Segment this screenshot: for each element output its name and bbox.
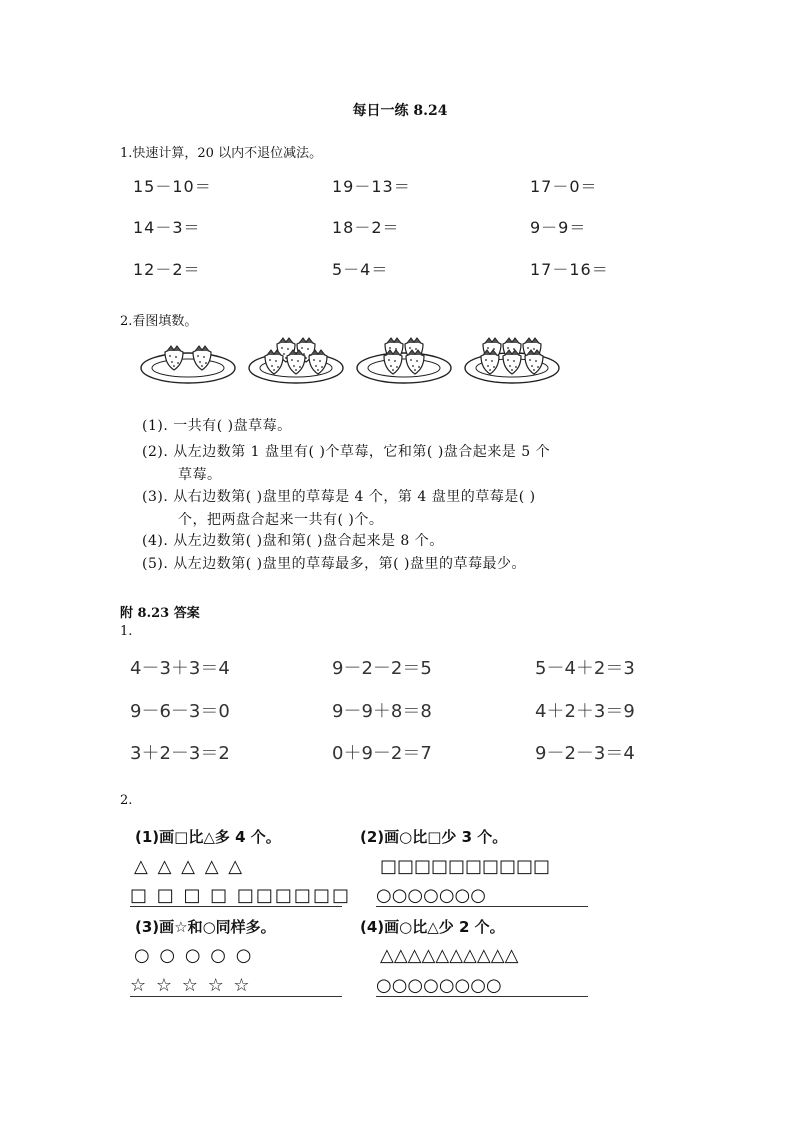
question-4: (4). 从左边数第( )盘和第( )盘合起来是 8 个。 — [142, 533, 444, 549]
answer-item: 9－2－2＝5 — [332, 658, 432, 679]
page-title: 每日一练 8.24 — [352, 103, 448, 119]
question-3: (3). 从右边数第( )盘里的草莓是 4 个，第 4 盘里的草莓是( ) — [142, 489, 536, 505]
plate — [141, 346, 235, 383]
answer-item: 4＋2＋3＝9 — [535, 701, 635, 722]
plate — [249, 338, 343, 383]
answer-item: 0＋9－2＝7 — [332, 743, 432, 764]
box1-squares: □ □ □ □ □□□□□□ — [130, 885, 351, 906]
answers-heading: 附 8.23 答案 — [120, 606, 200, 621]
answers-part1-label: 1. — [120, 624, 133, 639]
plate-rim — [141, 353, 235, 383]
answer-item: 9－9＋8＝8 — [332, 701, 432, 722]
strawberry-plates-illustration — [140, 328, 580, 390]
question-2: (2). 从左边数第 1 盘里有( )个草莓，它和第( )盘合起来是 5 个 — [142, 444, 551, 460]
answer-item: 4－3＋3＝4 — [130, 658, 230, 679]
calc-item: 15－10＝ — [133, 177, 212, 196]
plate-rim — [357, 353, 451, 383]
answer-item: 3＋2－3＝2 — [130, 743, 230, 764]
answer-item: 9－6－3＝0 — [130, 701, 230, 722]
calc-item: 18－2＝ — [332, 218, 400, 237]
calc-item: 19－13＝ — [332, 177, 411, 196]
box2-title: (2)画○比□少 3 个。 — [360, 828, 508, 846]
answers-part2-label: 2. — [120, 793, 133, 808]
plate — [465, 338, 559, 383]
calc-item: 17－0＝ — [530, 177, 598, 196]
plate — [357, 338, 451, 383]
box3-circles: ○ ○ ○ ○ ○ — [134, 945, 254, 966]
calc-item: 5－4＝ — [332, 260, 389, 279]
calc-item: 17－16＝ — [530, 260, 609, 279]
box1-triangles: △ △ △ △ △ — [134, 856, 245, 877]
question-5: (5). 从左边数第( )盘里的草莓最多，第( )盘里的草莓最少。 — [142, 556, 526, 572]
section2-heading: 2.看图填数。 — [120, 314, 198, 329]
calc-item: 9－9＝ — [530, 218, 587, 237]
question-2-cont: 草莓。 — [178, 467, 222, 483]
question-1: (1). 一共有( )盘草莓。 — [142, 418, 292, 434]
box4-title: (4)画○比△少 2 个。 — [360, 918, 505, 936]
answer-item: 5－4＋2＝3 — [535, 658, 635, 679]
box2-circles: ○○○○○○○ — [376, 885, 588, 907]
box1-title: (1)画□比△多 4 个。 — [135, 828, 281, 846]
box4-circles: ○○○○○○○○ — [376, 975, 588, 997]
answer-item: 9－2－3＝4 — [535, 743, 635, 764]
section1-heading: 1.快速计算，20 以内不退位减法。 — [120, 146, 323, 161]
box3-title: (3)画☆和○同样多。 — [135, 918, 276, 936]
question-3-cont: 个，把两盘合起来一共有( )个。 — [178, 512, 384, 528]
calc-item: 12－2＝ — [133, 260, 201, 279]
calc-item: 14－3＝ — [133, 218, 201, 237]
box2-squares: □□□□□□□□□□ — [380, 856, 551, 877]
box4-triangles: △△△△△△△△△△ — [380, 945, 519, 966]
box3-stars: ☆ ☆ ☆ ☆ ☆ — [130, 975, 342, 997]
